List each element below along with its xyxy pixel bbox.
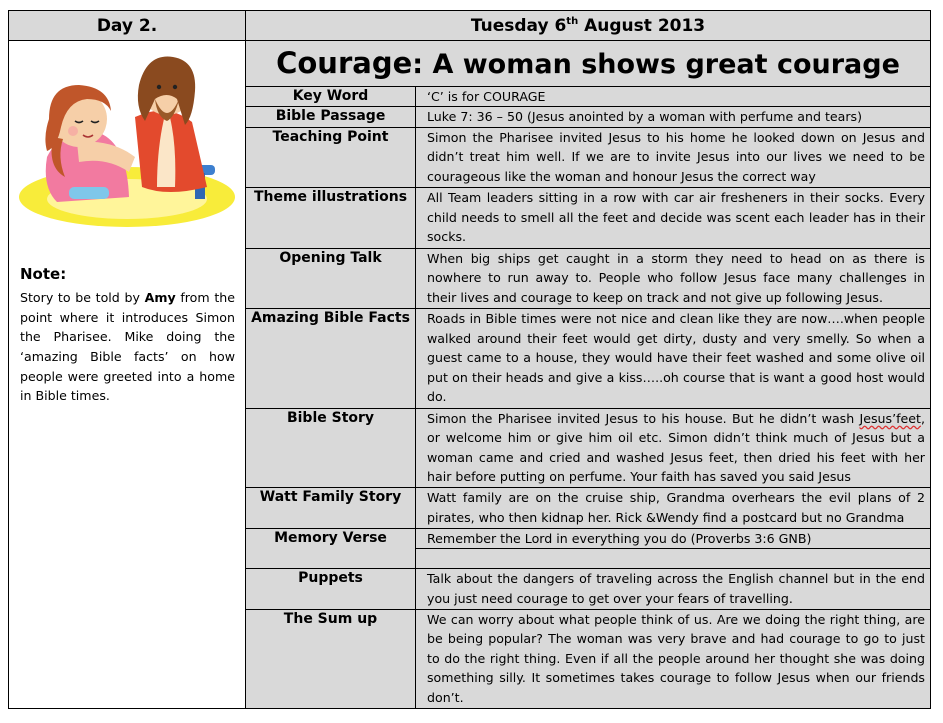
row-text-theme-illustrations: All Team leaders sitting in a row with car air fresheners in their socks. Every child needs to smell all the feet and decide was scent each leader has in their socks. [416, 188, 931, 248]
row-text-memory-verse-blank [416, 549, 931, 569]
row-label-theme-illustrations: Theme illustrations [246, 188, 416, 248]
row-label-key-word: Key Word [246, 86, 416, 107]
note-body [20, 288, 235, 406]
row-label-watt-family-story: Watt Family Story [246, 488, 416, 528]
row-text-sum-up: We can worry about what people think of us. Are we doing the right thing, are be being popular? The woman was very brave and had courage to go to just to do the right thing. Even if all the people around her thought she was doing something silly. It sometimes takes courage to follow Jesus when our friends don’t. [416, 609, 931, 708]
lesson-plan-table [8, 10, 931, 709]
row-text-opening-talk: When big ships get caught in a storm they need to head on as there is nowhere to run away to. People who follow Jesus face many challenges in their lives and courage to keep on track and not give up following Jesus. [416, 248, 931, 308]
row-text-bible-passage: Luke 7: 36 – 50 (Jesus anointed by a woman with perfume and tears) [416, 107, 931, 128]
row-label-puppets: Puppets [246, 569, 416, 609]
row-label-opening-talk: Opening Talk [246, 248, 416, 308]
date-header [246, 11, 931, 41]
row-label-sum-up: The Sum up [246, 609, 416, 708]
row-text-memory-verse: Remember the Lord in everything you do (Proverbs 3:6 GNB) [416, 528, 931, 549]
date-superscript: th [566, 15, 579, 27]
lesson-title [246, 41, 931, 86]
title-theme-word: Courage [276, 46, 413, 81]
row-text-teaching-point: Simon the Pharisee invited Jesus to his home he looked down on Jesus and didn’t treat him well. If we are to invite Jesus into our lives we need to be courageous like the woman and honour Jesus the correct way [416, 127, 931, 187]
row-text-watt-family-story: Watt family are on the cruise ship, Grandma overhears the evil plans of 2 pirates, who then kidnap her. Rick &Wendy find a postcard but no Grandma [416, 488, 931, 528]
date-suffix: August 2013 [578, 15, 706, 36]
title-subtitle: : A woman shows great courage [412, 49, 900, 81]
note-presenter-name: Amy [144, 290, 176, 306]
illustration-jesus-woman [17, 47, 239, 227]
day-header [9, 11, 246, 41]
row-label-teaching-point: Teaching Point [246, 127, 416, 187]
row-label-amazing-bible-facts: Amazing Bible Facts [246, 309, 416, 409]
sidebar-panel [9, 41, 246, 709]
bible-story-spellcheck-word: Jesus’feet [859, 410, 921, 426]
row-label-bible-passage: Bible Passage [246, 107, 416, 128]
row-label-bible-story: Bible Story [246, 408, 416, 488]
note-heading: Note: [20, 265, 67, 284]
bible-story-text-2: , or welcome him or give him oil etc. Simon didn’t think much of Jesus but a woman came and cried and washed Jesus feet, then dried his feet with her hair before putting on perfume. Your faith has saved you said Jesus [427, 410, 925, 485]
note-text-2: from the point where it introduces Simon the Pharisee. Mike doing the ‘amazing Bible facts’ on how people were greeted into a home in Bible times. [20, 290, 235, 404]
note-text-1: Story to be told by [20, 290, 145, 306]
row-text-puppets: Talk about the dangers of traveling across the English channel but in the end you just need courage to get over your fears of travelling. [416, 569, 931, 609]
bible-story-text-1: Simon the Pharisee invited Jesus to his house. But he didn’t wash [427, 410, 860, 426]
row-text-amazing-bible-facts: Roads in Bible times were not nice and clean like they are now….when people walked around their feet would get dirty, dusty and very smelly. So when a guest came to a house, they would have their feet washed and some olive oil put on their heads and give a kiss…..oh course that is want a good host would do. [416, 309, 931, 409]
row-label-memory-verse: Memory Verse [246, 528, 416, 569]
day-label: Day 2. [96, 15, 158, 36]
row-text-bible-story [416, 408, 931, 488]
date-prefix: Tuesday 6 [470, 15, 567, 36]
row-text-key-word: ‘C’ is for COURAGE [416, 86, 931, 107]
